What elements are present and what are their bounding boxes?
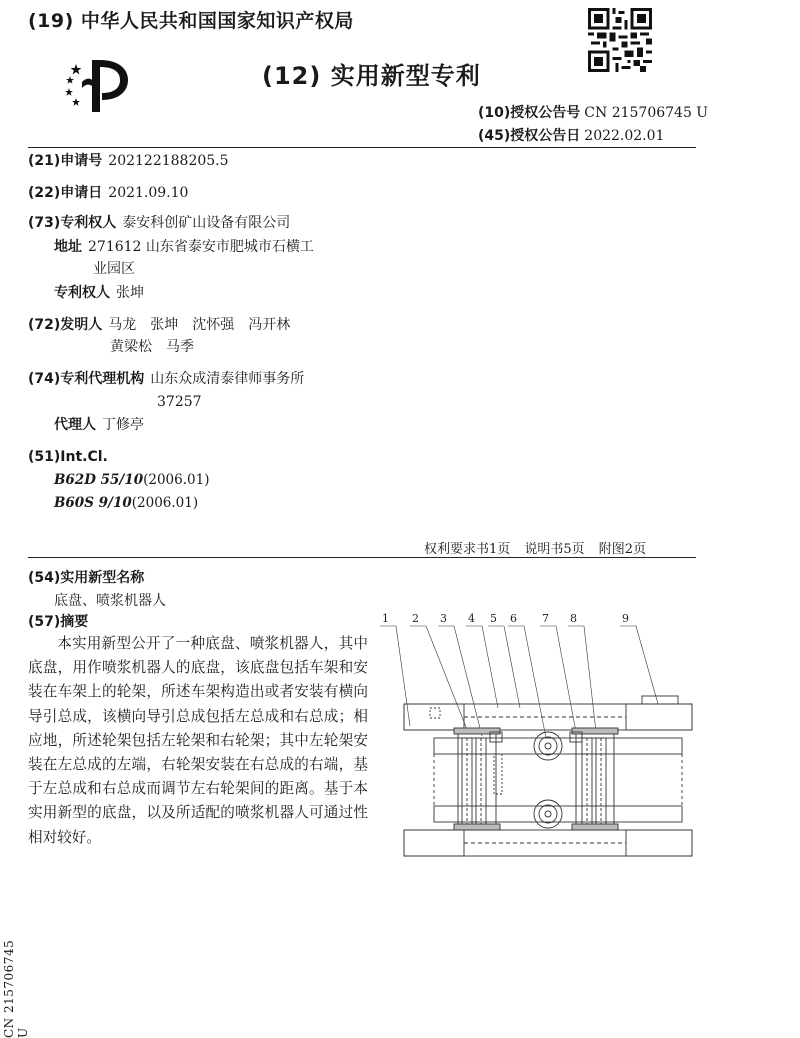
patentee-row — [28, 212, 290, 234]
leader-line-4 — [466, 626, 498, 708]
publication-number-row — [478, 102, 708, 122]
ipc-class-1-code: B62D 55/10 — [54, 472, 144, 488]
page-counts: 权利要求书1页 说明书5页 附图2页 — [424, 542, 647, 557]
ipc-class-2-code: B60S 9/10 — [54, 495, 132, 511]
qr-code-icon — [588, 8, 652, 72]
abstract-text: 本实用新型公开了一种底盘、喷浆机器人，其中底盘，用作喷浆机器人的底盘，该底盘包括车架和安装在车架上的轮架，所述车架构造出或者安装有横向导引总成，该横向导引总成包括左总成和右总成；相应地，所述轮架包括左轮架和右轮架；其中左轮架安装在左总成的左端，右轮架安装在右总成的右端，基于左总成和右总成而调节左右轮架间的距离。基于本实用新型的底盘，以及所适配的喷浆机器人可通过性相对较好。 — [28, 635, 368, 846]
leader-line-5 — [488, 626, 520, 708]
patentee-2-label: 专利权人 — [54, 285, 110, 301]
ipc-class-1 — [54, 469, 209, 491]
publication-date-label: (45)授权公告日 — [478, 128, 581, 144]
inventors-line-2: 黄梁松 马季 — [110, 339, 194, 355]
agent: 丁修亭 — [102, 417, 144, 433]
side-publication-number: CN 215706745 U — [2, 939, 30, 1038]
application-number-label: (21)申请号 — [28, 153, 103, 169]
leader-line-2 — [410, 626, 468, 732]
ipc-class-2 — [54, 492, 198, 514]
application-date-label: (22)申请日 — [28, 185, 103, 201]
cnipa-logo-icon — [62, 56, 132, 116]
address-row — [54, 236, 314, 258]
patentee-2: 张坤 — [116, 285, 144, 301]
patentee: 泰安科创矿山设备有限公司 — [122, 215, 291, 231]
figure-label-3: 3 — [440, 612, 447, 625]
ipc-class-1-version: (2006.01) — [143, 472, 210, 488]
application-number-row — [28, 150, 229, 172]
patentee-label: (73)专利权人 — [28, 215, 117, 231]
figure-label-1: 1 — [382, 612, 389, 625]
application-date: 2021.09.10 — [108, 185, 189, 201]
address-line-2: 业园区 — [93, 261, 135, 277]
figure-label-5: 5 — [490, 612, 497, 625]
agent-row — [54, 414, 144, 436]
agency-line-1: 山东众成清泰律师事务所 — [150, 371, 305, 387]
application-number: 202122188205.5 — [108, 153, 229, 169]
leader-line-6 — [508, 626, 546, 738]
patentee-2-row — [54, 282, 144, 304]
leader-line-3 — [438, 626, 482, 736]
figure-label-6: 6 — [510, 612, 517, 625]
document-type: (12) 实用新型专利 — [262, 62, 481, 90]
inventors-line-1: 马龙 张坤 沈怀强 冯开林 — [108, 317, 291, 333]
figure-label-7: 7 — [542, 612, 549, 625]
header-divider — [28, 147, 696, 148]
agency-line-2: 37257 — [157, 394, 202, 410]
leader-line-9 — [620, 626, 658, 704]
abstract-label: (57)摘要 — [28, 614, 89, 630]
application-date-row — [28, 182, 188, 204]
address-label: 地址 — [54, 239, 82, 255]
figure-label-8: 8 — [570, 612, 577, 625]
leader-line-1 — [380, 626, 410, 726]
inventor-label: (72)发明人 — [28, 317, 103, 333]
agency-label: (74)专利代理机构 — [28, 371, 145, 387]
publication-number: CN 215706745 U — [584, 105, 709, 121]
leader-line-7 — [540, 626, 576, 732]
publication-date-row — [478, 125, 664, 145]
ipc-label: (51)Int.Cl. — [28, 449, 108, 465]
inventor-row — [28, 314, 290, 336]
figure-label-9: 9 — [622, 612, 629, 625]
leader-line-8 — [568, 626, 596, 732]
figure-label-2: 2 — [412, 612, 419, 625]
agent-label: 代理人 — [54, 417, 96, 433]
utility-model-title: 底盘、喷浆机器人 — [54, 593, 166, 609]
ipc-class-2-version: (2006.01) — [131, 495, 199, 511]
publication-date: 2022.02.01 — [584, 128, 665, 144]
publication-number-label: (10)授权公告号 — [478, 105, 581, 121]
office-name: (19) 中华人民共和国国家知识产权局 — [28, 10, 354, 32]
address-line-1: 271612 山东省泰安市肥城市石横工 — [88, 239, 314, 255]
figure-label-4: 4 — [468, 612, 475, 625]
agency-row — [28, 368, 304, 390]
title-label: (54)实用新型名称 — [28, 570, 145, 586]
abstract-divider — [28, 557, 696, 558]
chassis-drawing — [370, 608, 700, 868]
